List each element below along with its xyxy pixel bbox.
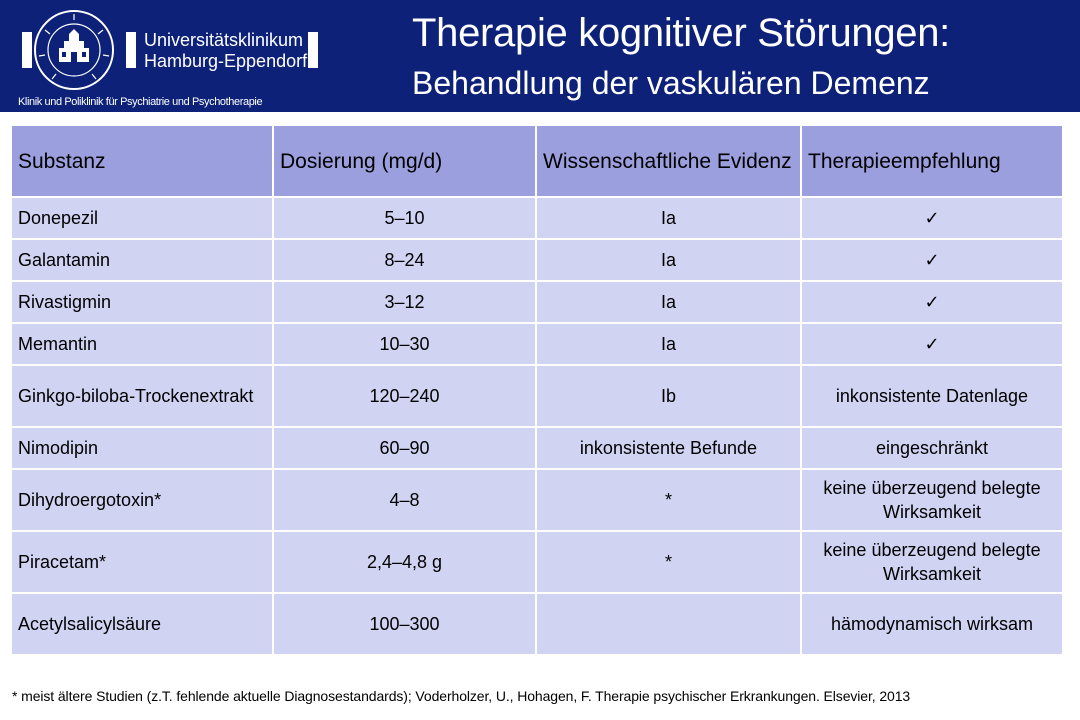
table-row	[11, 197, 1063, 239]
therapy-table	[10, 124, 1064, 656]
cell-recommendation: eingeschränkt	[801, 427, 1063, 469]
therapy-table-container	[10, 124, 1062, 682]
table-row	[11, 531, 1063, 593]
cell-evidence: *	[536, 469, 801, 531]
cell-recommendation: keine überzeugend belegte Wirksamkeit	[801, 531, 1063, 593]
checkmark-icon: ✓	[801, 239, 1063, 281]
checkmark-icon: ✓	[801, 197, 1063, 239]
footnote: * meist ältere Studien (z.T. fehlende aktuelle Diagnosestandards); Voderholzer, U., Hohagen, F. Therapie psychischer Erkrankungen. Elsevier, 2013	[12, 688, 911, 704]
cell-dose: 10–30	[273, 323, 536, 365]
cell-dose: 120–240	[273, 365, 536, 427]
logo-bar-left	[22, 32, 32, 68]
cell-substance: Dihydroergotoxin*	[11, 469, 273, 531]
table-row	[11, 239, 1063, 281]
cell-recommendation: hämodynamisch wirksam	[801, 593, 1063, 655]
checkmark-icon: ✓	[801, 281, 1063, 323]
page-subtitle: Behandlung der vaskulären Demenz	[412, 65, 930, 101]
cell-recommendation: keine überzeugend belegte Wirksamkeit	[801, 469, 1063, 531]
column-header-recommendation: Therapieempfehlung	[801, 125, 1063, 197]
cell-dose: 2,4–4,8 g	[273, 531, 536, 593]
header-bar	[0, 0, 1080, 112]
page-title: Therapie kognitiver Störungen:	[412, 11, 950, 55]
cell-substance: Rivastigmin	[11, 281, 273, 323]
table-row	[11, 281, 1063, 323]
institution-line2: Hamburg-Eppendorf	[144, 51, 308, 71]
table-row	[11, 469, 1063, 531]
cell-evidence	[536, 593, 801, 655]
table-header-row	[11, 125, 1063, 197]
cell-evidence: Ia	[536, 197, 801, 239]
column-header-substance: Substanz	[11, 125, 273, 197]
cell-substance: Nimodipin	[11, 427, 273, 469]
cell-evidence: Ib	[536, 365, 801, 427]
cell-dose: 5–10	[273, 197, 536, 239]
cell-recommendation: inkonsistente Datenlage	[801, 365, 1063, 427]
cell-evidence: Ia	[536, 323, 801, 365]
table-row	[11, 323, 1063, 365]
cell-substance: Galantamin	[11, 239, 273, 281]
cell-substance: Acetylsalicylsäure	[11, 593, 273, 655]
cell-dose: 60–90	[273, 427, 536, 469]
uke-logo	[22, 6, 322, 90]
column-header-evidence: Wissenschaftliche Evidenz	[536, 125, 801, 197]
logo-bar-right	[308, 32, 318, 68]
cell-evidence: inkonsistente Befunde	[536, 427, 801, 469]
cell-dose: 3–12	[273, 281, 536, 323]
cell-evidence: Ia	[536, 281, 801, 323]
cell-substance: Donepezil	[11, 197, 273, 239]
cell-substance: Memantin	[11, 323, 273, 365]
table-row	[11, 593, 1063, 655]
checkmark-icon: ✓	[801, 323, 1063, 365]
cell-dose: 4–8	[273, 469, 536, 531]
table-row	[11, 365, 1063, 427]
cell-evidence: *	[536, 531, 801, 593]
cell-evidence: Ia	[536, 239, 801, 281]
cell-substance: Piracetam*	[11, 531, 273, 593]
university-seal-icon	[35, 11, 113, 89]
cell-dose: 8–24	[273, 239, 536, 281]
institution-line1: Universitätsklinikum	[144, 30, 304, 50]
cell-dose: 100–300	[273, 593, 536, 655]
logo-bar-middle	[126, 32, 136, 68]
cell-substance: Ginkgo-biloba-Trockenextrakt	[11, 365, 273, 427]
table-row	[11, 427, 1063, 469]
department-label: Klinik und Poliklinik für Psychiatrie und Psychotherapie	[18, 96, 263, 108]
column-header-dose: Dosierung (mg/d)	[273, 125, 536, 197]
